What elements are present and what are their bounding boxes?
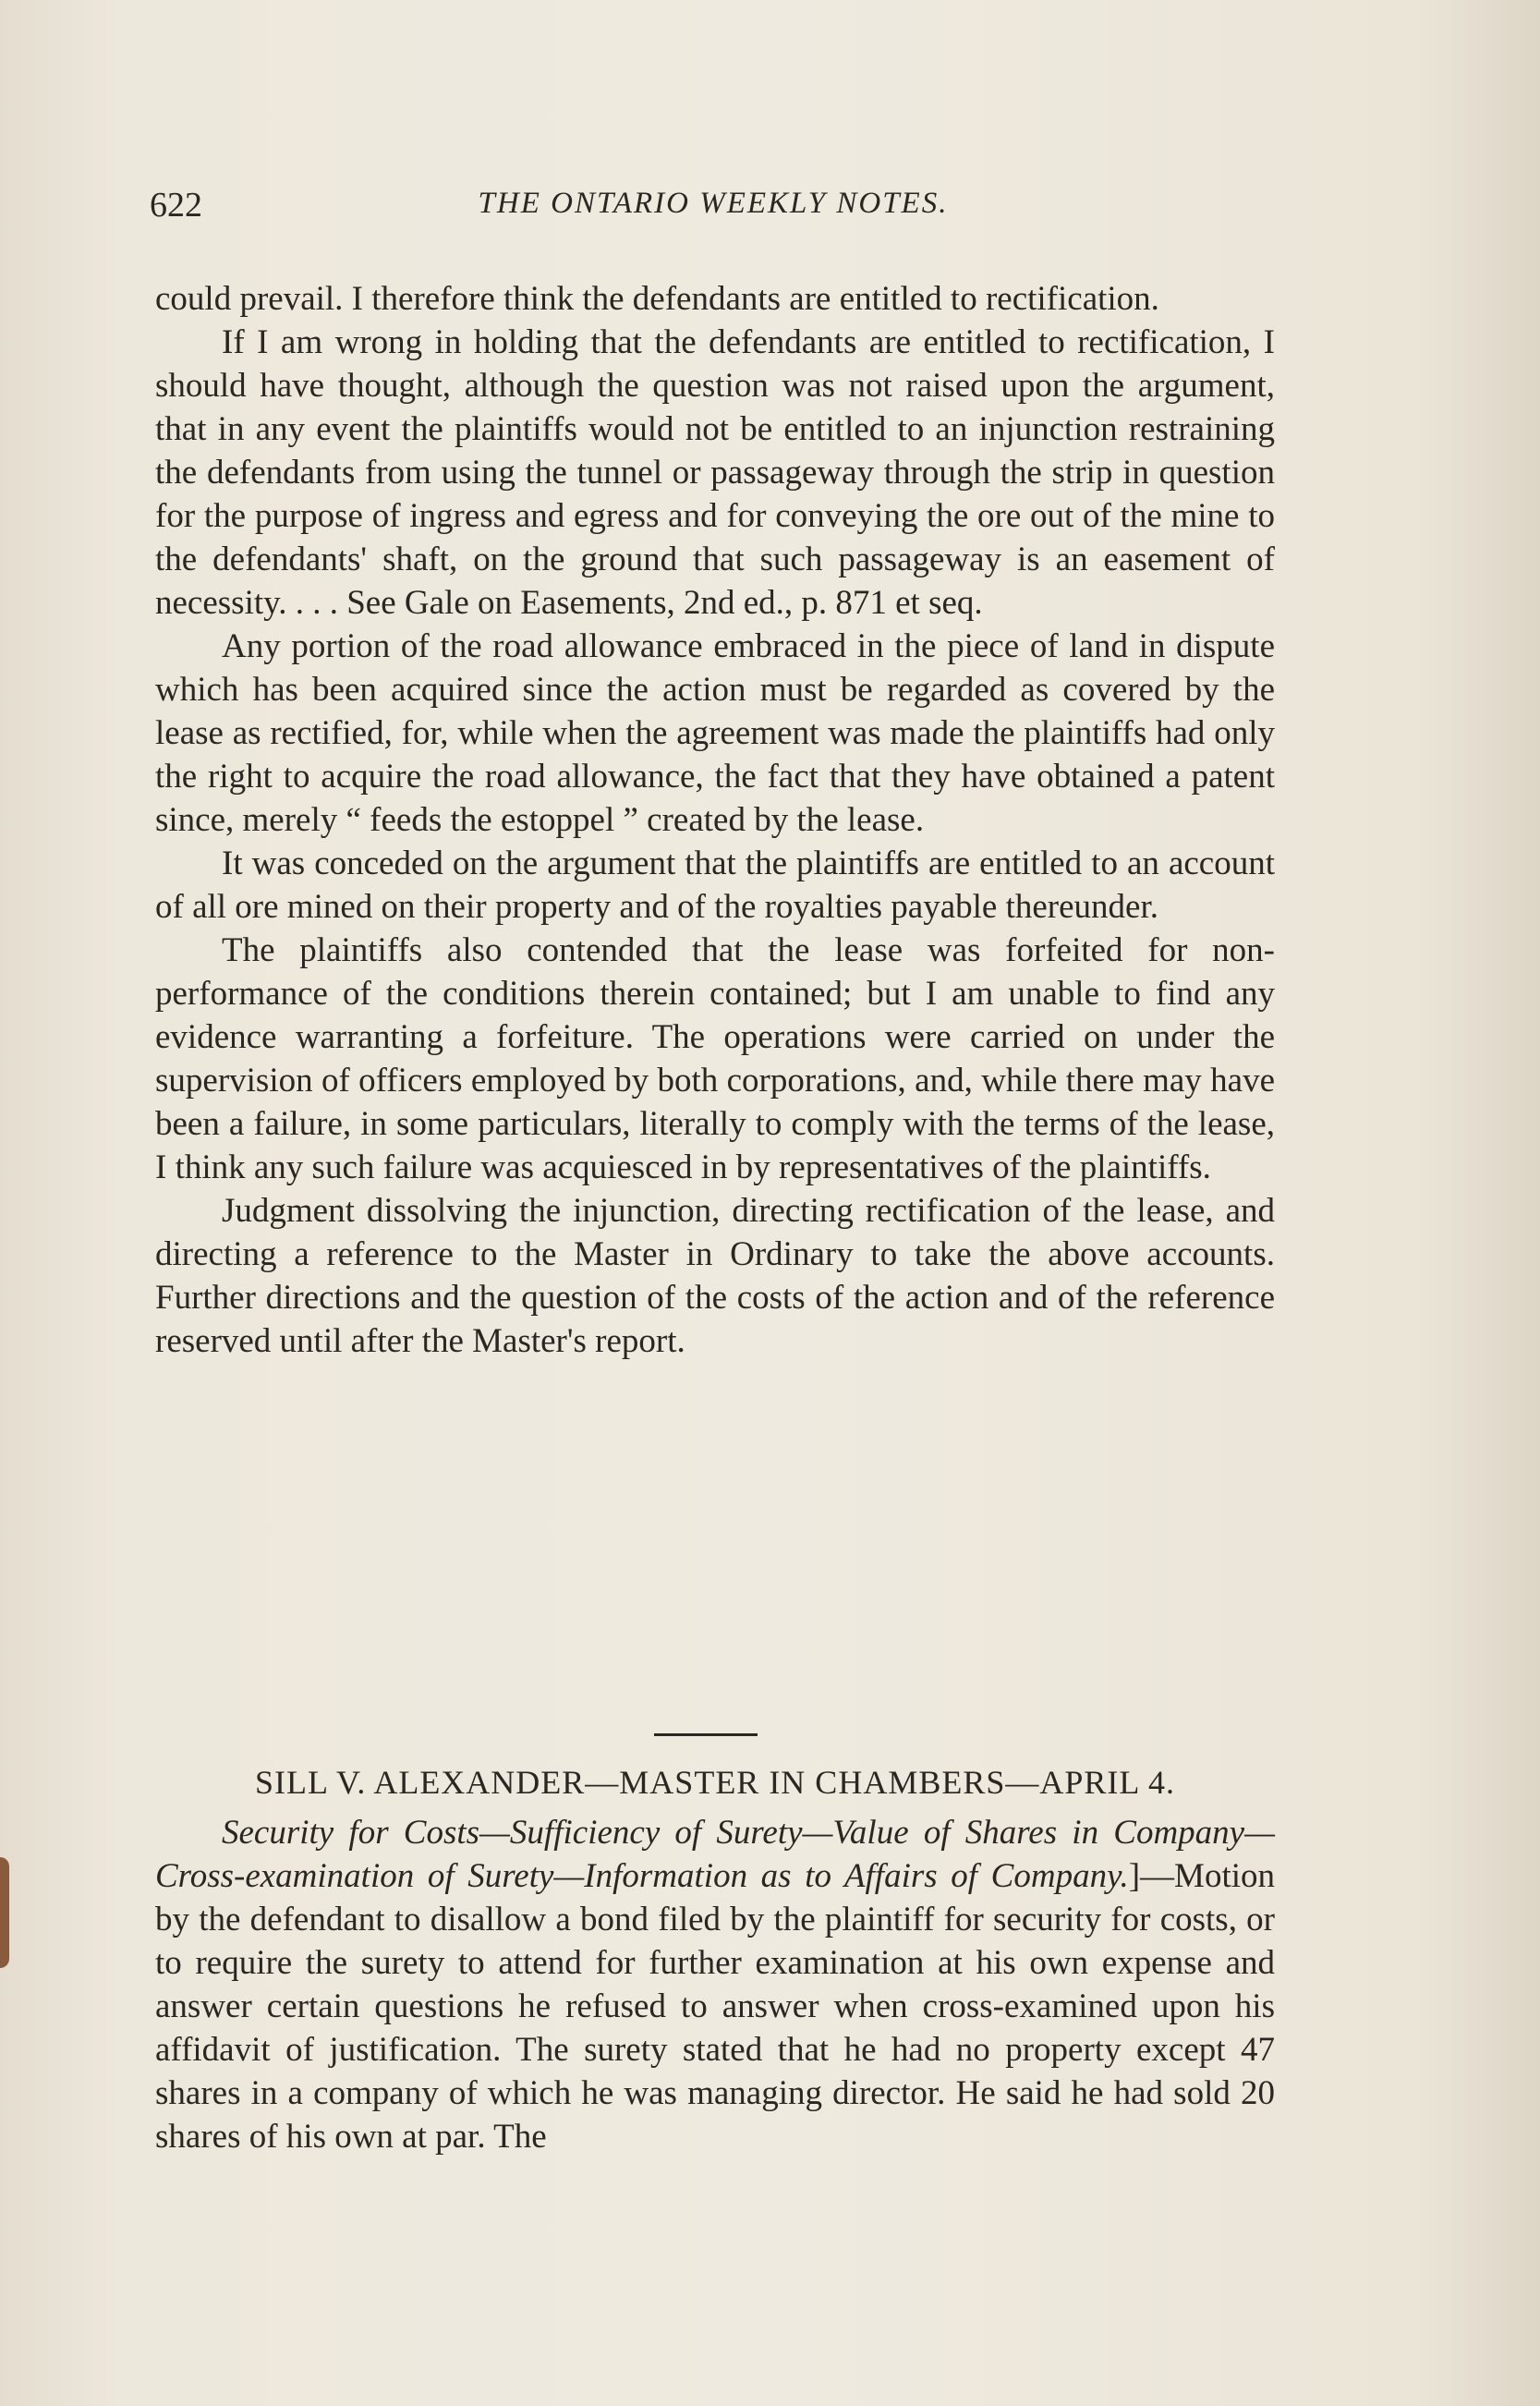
- section-divider: [654, 1733, 758, 1736]
- page-header: [150, 185, 1277, 240]
- paragraph: If I am wrong in holding that the defendants are entitled to rectification, I should have thought, although the question was not raised upon the argument, that in any event the plaintiffs would not be entitled to an injunction restraining the defendants from using the tunnel or passageway through the strip in question for the purpose of ingress and egress and for conveying the ore out of the mine to the defendants' shaft, on the ground that such passageway is an easement of necessity. . . . See Gale on Easements, 2nd ed., p. 871 et seq.: [155, 323, 1275, 622]
- case-paragraph: [155, 1811, 1275, 2158]
- paragraph: It was conceded on the argument that the plaintiffs are entitled to an account of all ore mined on their property and of the royalties payable thereunder.: [155, 845, 1275, 926]
- page-edge-tab: [0, 1857, 9, 1968]
- paragraph: Judgment dissolving the injunction, directing rectification of the lease, and directing a reference to the Master in Ordinary to take the above accounts. Further directions and the question of the costs of the action and of the reference reserved until after the Master's report.: [155, 1192, 1275, 1360]
- case-headnote: Security for Costs—Sufficiency of Surety—Value of Shares in Company—Cross-examination of Surety—Information as to Affairs of Company.: [155, 1814, 1275, 1895]
- case-body: ]—Motion by the defendant to disallow a bond filed by the plaintiff for security for costs, or to require the surety to attend for further examination at his own expense and answer certain questions he refused to answer when cross-examined upon his affidavit of justification. The surety stated that he had no property except 47 shares in a company of which he was managing director. He said he had sold 20 shares of his own at par. The: [155, 1857, 1275, 2156]
- running-head: THE ONTARIO WEEKLY NOTES.: [478, 187, 949, 220]
- page-number: 622: [150, 186, 202, 225]
- paragraph: Any portion of the road allowance embraced in the piece of land in dispute which has been acquired since the action must be regarded as covered by the lease as rectified, for, while when the agreement was made the plaintiffs had only the right to acquire the road allowance, the fact that they have obtained a patent since, merely “ feeds the estoppel ” created by the lease.: [155, 627, 1275, 839]
- judgment-text: [155, 277, 1275, 1363]
- paragraph: The plaintiffs also contended that the lease was forfeited for non-performance of the conditions therein contained; but I am unable to find any evidence warranting a forfeiture. The operations were carried on under the supervision of officers employed by both corporations, and, while there may have been a failure, in some particulars, literally to comply with the terms of the lease, I think any such failure was acquiesced in by representatives of the plaintiffs.: [155, 931, 1275, 1186]
- case-report: [155, 1811, 1275, 2158]
- case-title: SILL V. ALEXANDER—MASTER IN CHAMBERS—APRIL 4.: [254, 1764, 1176, 1801]
- paragraph: could prevail. I therefore think the defendants are entitled to rectification.: [155, 280, 1159, 318]
